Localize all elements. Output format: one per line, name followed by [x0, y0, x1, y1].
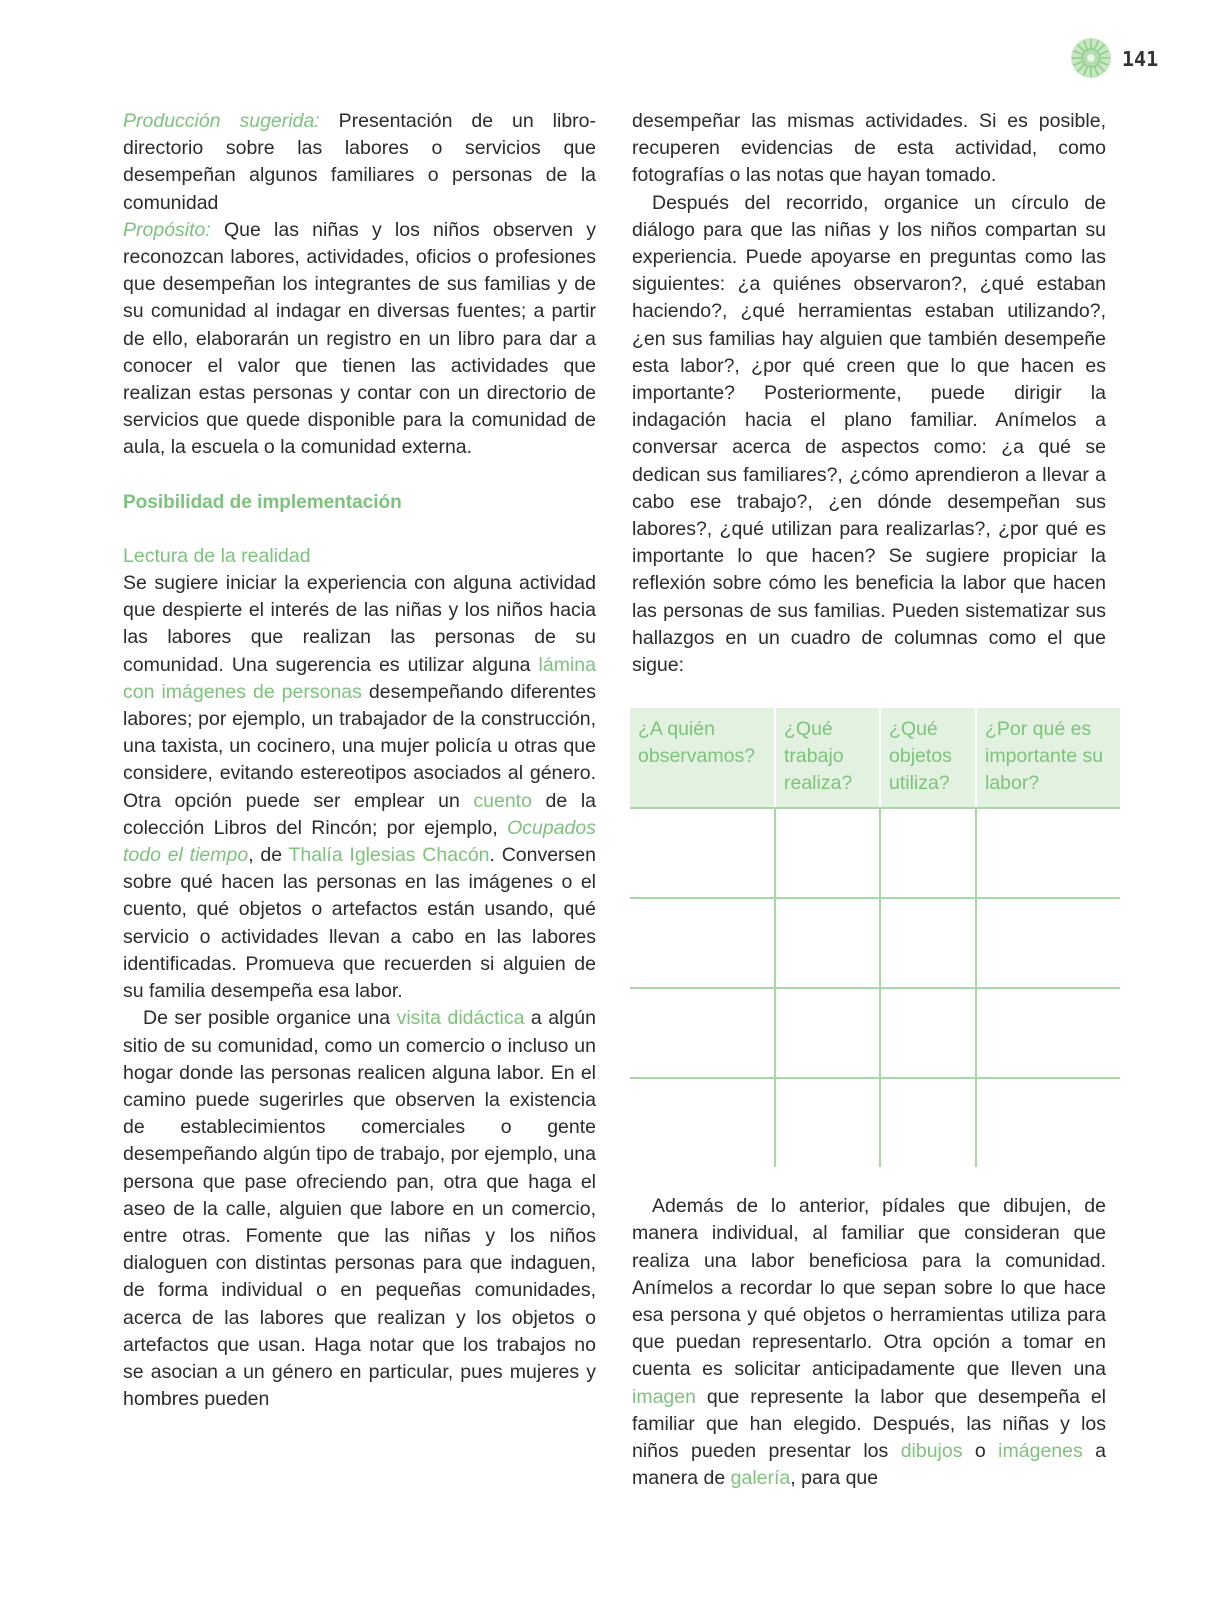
table-cell[interactable] — [880, 808, 976, 898]
table-header-row — [630, 708, 1120, 808]
text-span: Además de lo anterior, pídales que dibujen, de manera individual, al familiar que consideran que realiza una labor beneficiosa para la comunidad. Anímelos a recordar lo que sepan sobre lo que hace esa persona y qué objetos o herramientas utiliza para que puedan representarlo. Otra opción a tomar en cuenta es solicitar anticipadamente que lleven una — [632, 1195, 1106, 1381]
right-column — [632, 108, 1106, 1493]
paragraph-reading-reality — [123, 570, 596, 1005]
table-row — [630, 808, 1120, 898]
paragraph-continued: desempeñar las mismas actividades. Si es posible, recuperen evidencias de esta actividad, como fotografías o las notas que hayan tomado. — [632, 110, 1106, 187]
table-cell[interactable] — [880, 898, 976, 988]
link-cuento[interactable]: cuento — [473, 789, 532, 812]
table-cell[interactable] — [775, 898, 880, 988]
sun-emblem-icon — [1069, 36, 1113, 80]
purpose — [123, 217, 596, 462]
table-cell[interactable] — [880, 988, 976, 1078]
label-purpose: Propósito: — [123, 218, 211, 241]
findings-table — [630, 708, 1120, 1167]
text-span: desempeñando diferentes labores; por ejemplo, un trabajador de la construcción, una taxista, un cocinero, una mujer policía u otras que considere, evitando estereotipos asociados al género. Otra opción puede ser emplear un — [123, 680, 596, 812]
section-heading: Posibilidad de implementación — [123, 491, 402, 513]
section-subheading: Lectura de la realidad — [123, 544, 311, 567]
table-cell[interactable] — [976, 898, 1120, 988]
table-cell[interactable] — [630, 808, 775, 898]
paragraph-visit — [123, 1005, 596, 1413]
suggested-production — [123, 108, 596, 217]
text-span: de la colección Libros del Rincón; por ejemplo, — [123, 789, 596, 839]
text-suggested-production: Presentación de un libro-directorio sobre las labores o servicios que desempeñan algunos familiares o personas de la comunidad — [123, 110, 596, 214]
link-book-title[interactable]: Ocupados todo el tiempo — [123, 816, 596, 867]
text-span: , de — [248, 844, 289, 867]
link-imagen[interactable]: imagen — [632, 1385, 696, 1408]
text-purpose: Que las niñas y los niños observen y reconozcan labores, actividades, oficios o profesiones que desempeñan los integrantes de sus familias y de su comunidad al indagar en diversas fuentes; a partir de ello, elaborarán un registro en un libro para dar a conocer el valor que tienen las actividades que realizan estas personas y contar con un directorio de servicios que quede disponible para la comunidad de aula, la escuela o la comunidad externa. — [123, 218, 596, 459]
table-cell[interactable] — [976, 808, 1120, 898]
link-dibujos[interactable]: dibujos — [900, 1440, 963, 1463]
table-row — [630, 988, 1120, 1078]
link-imagenes[interactable]: imágenes — [998, 1440, 1083, 1463]
page-number: 141 — [1122, 47, 1159, 71]
link-author[interactable]: Thalía Iglesias Chacón — [288, 844, 490, 867]
text-span: De ser posible organice una — [143, 1007, 397, 1030]
table-row — [630, 1078, 1120, 1167]
left-column — [123, 108, 596, 1413]
text-span: . Conversen sobre qué hacen las personas en las imágenes o el cuento, qué objetos o artefactos están usando, qué servicio o actividades llevan a cabo en las labores identificadas. Promueva que recuerden si alguien de su familia desempeña esa labor. — [123, 844, 596, 1003]
paragraph-dialogue: Después del recorrido, organice un círculo de diálogo para que las niñas y los niños compartan su experiencia. Puede apoyarse en preguntas como las siguientes: ¿a quiénes observaron?, ¿qué estaban haciendo?, ¿qué herramientas estaban utilizando?, ¿en sus familias hay alguien que también desempeñe esta labor?, ¿por qué creen que lo que hacen es importante? Posteriormente, puede dirigir la indagación hacia el plano familiar. Anímelos a conversar acerca de aspectos como: ¿a qué se dedican sus familiares?, ¿cómo aprendieron a llevar a cabo ese trabajo?, ¿en dónde desempeñan sus labores?, ¿qué utilizan para realizarlas?, ¿por qué es importante lo que hacen? Se sugiere propiciar la reflexión sobre cómo les beneficia la labor que hacen las personas de sus familias. Pueden sistematizar sus hallazgos en un cuadro de columnas como el que sigue: — [632, 191, 1106, 677]
table-cell[interactable] — [880, 1078, 976, 1167]
table-cell[interactable] — [775, 988, 880, 1078]
table-cell[interactable] — [976, 1078, 1120, 1167]
link-lamina[interactable]: lámina con imágenes de personas — [123, 653, 596, 703]
text-span: a manera de — [632, 1440, 1106, 1490]
table-cell[interactable] — [630, 988, 775, 1078]
link-galeria[interactable]: galería — [730, 1467, 791, 1490]
table-header-cell: ¿Qué objetos utiliza? — [880, 708, 976, 808]
link-visita-didactica[interactable]: visita didáctica — [396, 1007, 525, 1030]
text-span: o — [962, 1440, 999, 1463]
table-cell[interactable] — [775, 1078, 880, 1167]
text-span: , para que — [790, 1467, 879, 1490]
table-row — [630, 898, 1120, 988]
table-header-cell: ¿Por qué es importante su labor? — [976, 708, 1120, 808]
table-cell[interactable] — [976, 988, 1120, 1078]
label-suggested-production: Producción sugerida: — [123, 110, 320, 132]
table-cell[interactable] — [630, 898, 775, 988]
paragraph-drawing — [632, 1193, 1106, 1492]
table-header-cell: ¿A quién observamos? — [630, 708, 775, 808]
text-span: a algún sitio de su comunidad, como un comercio o incluso un hogar donde las personas realicen alguna labor. En el camino puede sugerirles que observen la existencia de establecimientos comerciales o gente desempeñando algún tipo de trabajo, por ejemplo, una persona que pase ofreciendo pan, otra que haga el aseo de la calle, alguien que labore en un comercio, entre otras. Fomente que las niñas y los niños dialoguen con distintas personas para que indaguen, de forma individual o en pequeñas comunidades, acerca de las labores que realizan y los objetos o artefactos que usan. Haga notar que los trabajos no se asocian a un género en particular, pues mujeres y hombres pueden — [123, 1007, 596, 1411]
text-span: Se sugiere iniciar la experiencia con alguna actividad que despierte el interés de las niñas y los niños hacia las labores que realizan las personas de su comunidad. Una sugerencia es utilizar alguna — [123, 572, 596, 676]
table-cell[interactable] — [630, 1078, 775, 1167]
text-span: que represente la labor que desempeña el familiar que han elegido. Después, las niñas y los niños pueden presentar los — [632, 1385, 1106, 1463]
table-cell[interactable] — [775, 808, 880, 898]
table-header-cell: ¿Qué trabajo realiza? — [775, 708, 880, 808]
